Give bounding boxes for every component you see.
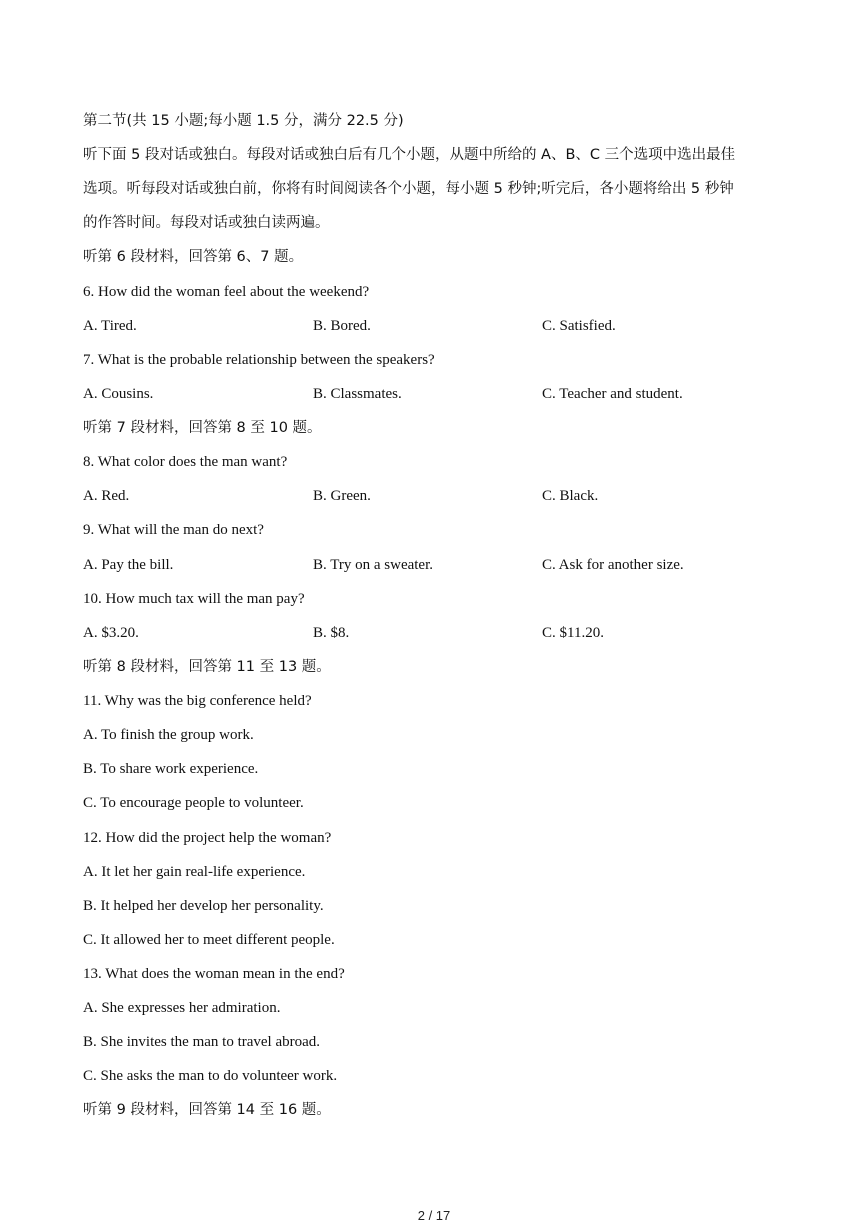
section-heading: 第二节(共 15 小题;每小题 1.5 分，满分 22.5 分): [83, 113, 404, 129]
question-9-option-b: B. Try on a sweater.: [313, 557, 433, 573]
block-header-6-7: 听第 6 段材料，回答第 6、7 题。: [83, 249, 304, 265]
question-13-stem: 13. What does the woman mean in the end?: [83, 966, 345, 982]
question-12-stem: 12. How did the project help the woman?: [83, 830, 332, 846]
instructions-line-1: 听下面 5 段对话或独白。每段对话或独白后有几个小题，从题中所给的 A、B、C 三个选项中选出最佳: [83, 147, 736, 163]
question-6-option-c: C. Satisfied.: [542, 318, 616, 334]
question-10-stem: 10. How much tax will the man pay?: [83, 591, 305, 607]
block-header-8-10: 听第 7 段材料，回答第 8 至 10 题。: [83, 420, 322, 436]
question-11-stem: 11. Why was the big conference held?: [83, 693, 312, 709]
question-8-option-c: C. Black.: [542, 488, 599, 504]
question-11-option-b: B. To share work experience.: [83, 761, 259, 777]
question-13-option-b: B. She invites the man to travel abroad.: [83, 1034, 321, 1050]
question-10-option-b: B. $8.: [313, 625, 350, 641]
question-9-option-a: A. Pay the bill.: [83, 557, 174, 573]
block-header-14-16: 听第 9 段材料，回答第 14 至 16 题。: [83, 1102, 331, 1118]
question-6-option-a: A. Tired.: [83, 318, 137, 334]
question-6-stem: 6. How did the woman feel about the weekend?: [83, 284, 370, 300]
question-11-option-c: C. To encourage people to volunteer.: [83, 795, 304, 811]
question-7-option-c: C. Teacher and student.: [542, 386, 683, 402]
question-6-option-b: B. Bored.: [313, 318, 371, 334]
question-7-option-a: A. Cousins.: [83, 386, 154, 402]
question-11-option-a: A. To finish the group work.: [83, 727, 254, 743]
question-8-option-b: B. Green.: [313, 488, 371, 504]
question-12-option-c: C. It allowed her to meet different people.: [83, 932, 335, 948]
block-header-11-13: 听第 8 段材料，回答第 11 至 13 题。: [83, 659, 331, 675]
page-number: 2 / 17: [417, 1208, 451, 1223]
question-7-option-b: B. Classmates.: [313, 386, 402, 402]
question-10-option-a: A. $3.20.: [83, 625, 139, 641]
question-12-option-a: A. It let her gain real-life experience.: [83, 864, 306, 880]
question-8-option-a: A. Red.: [83, 488, 130, 504]
instructions-line-2: 选项。听每段对话或独白前，你将有时间阅读各个小题，每小题 5 秒钟;听完后，各小题将给出 5 秒钟: [83, 181, 734, 197]
question-9-option-c: C. Ask for another size.: [542, 557, 684, 573]
question-8-stem: 8. What color does the man want?: [83, 454, 288, 470]
question-9-stem: 9. What will the man do next?: [83, 522, 264, 538]
question-10-option-c: C. $11.20.: [542, 625, 604, 641]
question-7-stem: 7. What is the probable relationship between the speakers?: [83, 352, 435, 368]
question-13-option-c: C. She asks the man to do volunteer work.: [83, 1068, 338, 1084]
question-13-option-a: A. She expresses her admiration.: [83, 1000, 281, 1016]
instructions-line-3: 的作答时间。每段对话或独白读两遍。: [83, 215, 330, 231]
question-12-option-b: B. It helped her develop her personality.: [83, 898, 324, 914]
